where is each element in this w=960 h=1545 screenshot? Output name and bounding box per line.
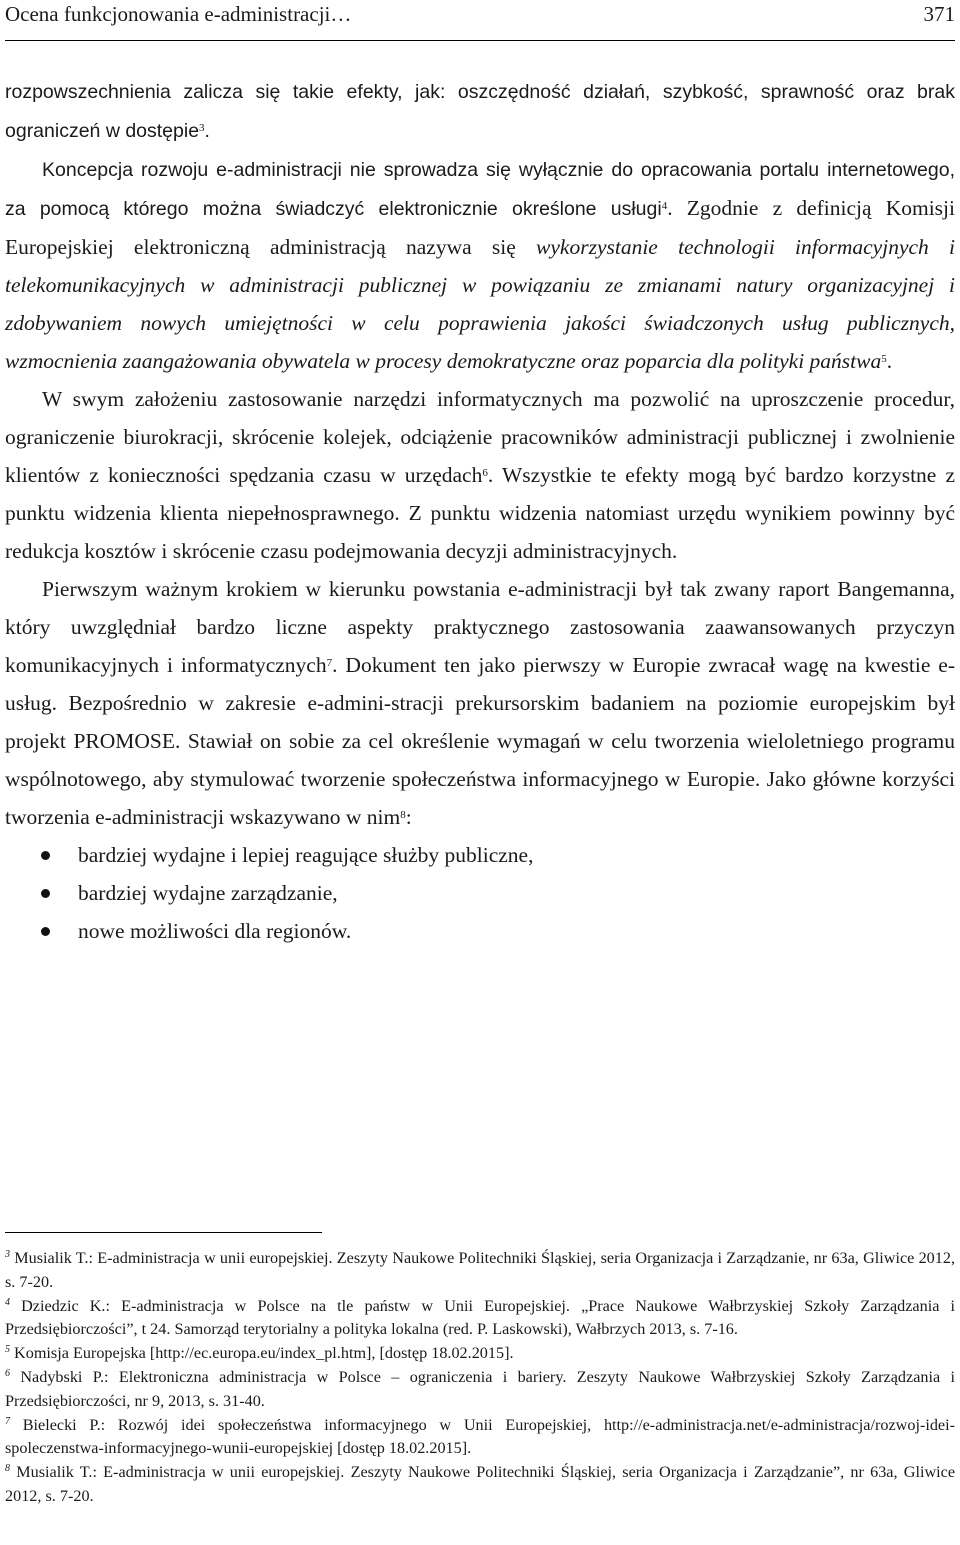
paragraph-2-end: . (886, 349, 893, 373)
paragraph-4 (5, 570, 955, 836)
paragraph-3-lead: W swym założeniu zastosowanie narzędzi informatycznych ma pozwolić na uproszczenie procedur, ograniczenie biurokracji, skrócenie kolejek, odciążenie pracowników administracji publicznej i zwolnienie klientów z konieczności spędzania czasu w urzędach (5, 387, 955, 487)
footnote-number: 8 (5, 1463, 10, 1475)
footnote-text: Musialik T.: E-administracja w unii europejskiej. Zeszyty Naukowe Politechniki Śląskiej, seria Organizacja i Zarządzanie, nr 63a, Gliwice 2012, s. 7-20. (5, 1249, 956, 1291)
list-item-text: bardziej wydajne i lepiej reagujące służby publiczne, (78, 843, 534, 867)
eu-definition-quote: wykorzystanie technologii informacyjnych i telekomunikacyjnych w administracji publicznej w powiązaniu ze zmianami natury organizacyjnej i zdobywaniem nowych umiejętności w celu poprawienia jakości świadczonych usług publicznych, wzmocnienia zaangażowania obywatela w procesy demokratyczne oraz poparcia dla polityki państwa (5, 235, 956, 373)
footnote (5, 1414, 955, 1462)
paragraph-4-lead: Pierwszym ważnym krokiem w kierunku powstania e-administracji był tak zwany raport Bangemanna, który uwzględniał bardzo liczne aspekty praktycznego zastosowania zaawansowanych przyczyn komunikacyjnych i informatycznych (5, 577, 955, 677)
page-number: 371 (923, 2, 955, 26)
bullet-icon (41, 889, 50, 898)
footnote-ref-7[interactable]: 7 (326, 657, 333, 669)
footnote (5, 1247, 955, 1295)
paragraph-2-mid: . Zgodnie z definicją Komisji Europejskiej elektroniczną administracją nazywa się (5, 196, 955, 259)
list-item-text: bardziej wydajne zarządzanie, (78, 881, 338, 905)
footnote-number: 5 (5, 1344, 10, 1356)
footnote-ref-3[interactable]: 3 (199, 122, 205, 134)
paragraph-3-rest: . Wszystkie te efekty mogą być bardzo korzystne z punktu widzenia klienta niepełnosprawnego. Z punktu widzenia natomiast urzędu wynikiem powinny być redukcja kosztów i skrócenie czasu podejmowania decyzji administracyjnych. (5, 463, 955, 563)
footnote (5, 1461, 955, 1509)
header-title: Ocena funkcjonowania e-administracji… (5, 2, 352, 26)
benefits-list (5, 836, 955, 950)
footnote-ref-8[interactable]: 8 (400, 809, 406, 821)
list-item (5, 836, 955, 874)
footnote-text: Nadybski P.: Elektroniczna administracja w Polsce – ograniczenia i bariery. Zeszyty Naukowe Wałbrzyskiej Szkoły Zarządzania i Przedsiębiorczości, nr 9, 2013, s. 31-40. (5, 1367, 955, 1410)
paragraph-1-end: . (204, 120, 210, 142)
main-text (5, 72, 955, 950)
footnote-number: 4 (5, 1296, 10, 1308)
list-item (5, 912, 955, 950)
footnote-text: Komisja Europejska [http://ec.europa.eu/index_pl.htm], [dostęp 18.02.2015]. (14, 1344, 514, 1363)
paragraph-1-text: rozpowszechnienia zalicza się takie efekty, jak: oszczędność działań, szybkość, sprawność oraz brak ograniczeń w dostępie (5, 81, 955, 142)
footnote-ref-5[interactable]: 5 (881, 353, 887, 365)
paragraph-3 (5, 380, 955, 570)
paragraph-4-end: : (405, 805, 412, 829)
footnote (5, 1366, 955, 1414)
footnote-ref-4[interactable]: 4 (661, 200, 668, 212)
footnotes (5, 1247, 955, 1509)
footnote (5, 1342, 955, 1366)
footnote-ref-6[interactable]: 6 (482, 467, 488, 479)
paragraph-1 (5, 72, 955, 150)
list-item-text: nowe możliwości dla regionów. (78, 919, 352, 943)
footnote-number: 3 (5, 1249, 10, 1260)
footnote (5, 1295, 955, 1343)
footnote-number: 7 (5, 1415, 10, 1427)
footnote-separator (5, 1232, 322, 1233)
footnote-text: Dziedzic K.: E-administracja w Polsce na tle państw w Unii Europejskiej. „Prace Naukowe Wałbrzyskiej Szkoły Zarządzania i Przedsiębiorczości”, t 24. Samorząd terytorialny a polityka lokalna (red. P. Laskowski), Wałbrzych 2013, s. 7-16. (5, 1296, 955, 1339)
footnote-number: 6 (5, 1367, 10, 1379)
footnote-text: Musialik T.: E-administracja w unii europejskiej. Zeszyty Naukowe Politechniki Śląskiej, seria Organizacja i Zarządzanie”, nr 63a, Gliwice 2012, s. 7-20. (5, 1463, 956, 1505)
paragraph-2-lead: Koncepcja rozwoju e-administracji nie sprowadza się wyłącznie do opracowania portalu internetowego, za pomocą którego można świadczyć elektronicznie określone usługi (5, 159, 955, 220)
list-item (5, 874, 955, 912)
footnote-text: Bielecki P.: Rozwój idei społeczeństwa informacyjnego w Unii Europejskiej, http://e-administracja.net/e-administracja/rozwoj-idei-spoleczenstwa-informacyjnego-wunii-europejskiej [dostęp 18.02.2015]. (5, 1415, 955, 1458)
paragraph-2 (5, 150, 955, 380)
paragraph-4-rest: . Dokument ten jako pierwszy w Europie zwracał wagę na kwestie e-usług. Bezpośrednio w zakresie e-admini-stracji prekursorskim badaniem na poziomie europejskim był projekt PROMOSE. Stawiał on sobie za cel określenie wymagań w celu tworzenia wieloletniego programu wspólnotowego, aby stymulować tworzenie społeczeństwa informacyjnego w Europie. Jako główne korzyści tworzenia e-administracji wskazywano w nim (5, 653, 956, 829)
bullet-icon (41, 927, 50, 936)
running-header (5, 0, 955, 41)
bullet-icon (41, 851, 50, 860)
